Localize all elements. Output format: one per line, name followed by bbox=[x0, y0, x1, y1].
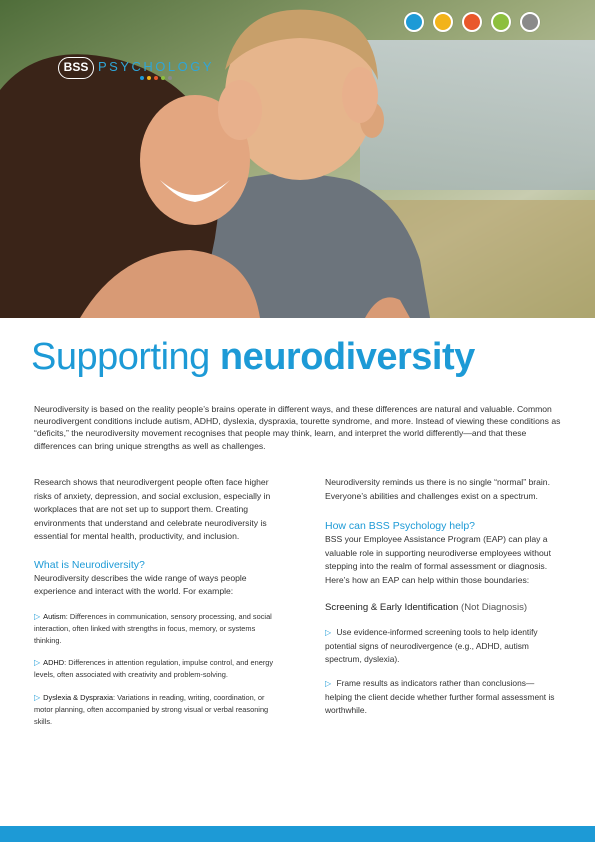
example-term: Dyslexia & Dyspraxia bbox=[43, 692, 113, 702]
logo-dot bbox=[147, 76, 151, 80]
screening-point-text: Use evidence-informed screening tools to help identify potential signs of neurodivergence (e.g., ADHD, autism spectrum, dyslexia). bbox=[325, 627, 538, 664]
footer-bar bbox=[0, 826, 595, 842]
page-title-bold: neurodiversity bbox=[219, 336, 475, 378]
hero-photo-illustration bbox=[0, 0, 595, 318]
example-term: ADHD bbox=[43, 658, 65, 668]
logo-dot bbox=[154, 76, 158, 80]
left-column bbox=[34, 476, 284, 728]
example-text: : Variations in reading, writing, coordination, or motor planning, often accompanied by strong visual or verbal reasoning skills. bbox=[34, 692, 269, 726]
logo-dot bbox=[140, 76, 144, 80]
how-can-bss-help-heading: How can BSS Psychology help? bbox=[325, 520, 475, 532]
triangle-bullet-icon: ▷ bbox=[325, 628, 332, 637]
screening-point bbox=[325, 626, 557, 665]
reminder-paragraph: Neurodiversity reminds us there is no single “normal” brain. Everyone’s abilities and challenges exist on a spectrum. bbox=[325, 477, 550, 501]
bss-psychology-logo bbox=[58, 57, 215, 81]
example-term: Autism bbox=[43, 611, 66, 621]
brand-dot-grey bbox=[520, 12, 540, 32]
brand-dot-yellow bbox=[433, 12, 453, 32]
brand-color-dots bbox=[404, 12, 540, 32]
triangle-bullet-icon: ▷ bbox=[34, 611, 41, 621]
example-dyslexia-dyspraxia bbox=[34, 692, 284, 729]
logo-dot bbox=[168, 76, 172, 80]
hero-photo bbox=[0, 0, 595, 318]
screening-point-text: Frame results as indicators rather than conclusions—helping the client decide whether further formal assessment is worthwhile. bbox=[325, 678, 555, 715]
example-text: : Differences in attention regulation, impulse control, and energy levels, often associated with creativity and problem-solving. bbox=[34, 658, 274, 680]
page-title-light: Supporting bbox=[31, 336, 220, 378]
example-adhd bbox=[34, 657, 284, 681]
triangle-bullet-icon: ▷ bbox=[34, 658, 41, 668]
triangle-bullet-icon: ▷ bbox=[325, 679, 332, 689]
example-text: : Differences in communication, sensory processing, and social interaction, often linked with strengths in focus, memory, or systems thinking. bbox=[34, 611, 272, 645]
logo-badge: BSS bbox=[58, 57, 94, 79]
brand-dot-green bbox=[491, 12, 511, 32]
intro-paragraph: Neurodiversity is based on the reality people’s brains operate in different ways, and these differences are natural and valuable. Common neurodivergent conditions include autism, ADHD, dyslexia, dyspraxia, tourette syndrome, and more. Instead of viewing these conditions as “deficits,” the neurodiversity movement recognises that people may think, learn, and interpret the world differently—and that these differences can bring unique strengths as well as challenges. bbox=[34, 404, 561, 451]
screening-point bbox=[325, 677, 557, 716]
right-column bbox=[325, 476, 557, 717]
logo-dots bbox=[140, 76, 172, 80]
brand-dot-orange bbox=[462, 12, 482, 32]
screening-heading bbox=[325, 601, 557, 614]
triangle-bullet-icon: ▷ bbox=[34, 692, 41, 702]
how-can-bss-help-text: BSS your Employee Assistance Program (EAP) can play a valuable role in supporting neurodiverse employees without stepping into the realm of formal assessment or diagnosis. Here’s how an EAP can help within those boundaries: bbox=[325, 534, 551, 585]
screening-heading-note: (Not Diagnosis) bbox=[458, 602, 528, 613]
example-autism bbox=[34, 611, 284, 648]
screening-heading-main: Screening & Early Identification bbox=[325, 602, 459, 613]
what-is-neurodiversity-heading: What is Neurodiversity? bbox=[34, 558, 145, 571]
page-title bbox=[31, 336, 475, 379]
logo-dot bbox=[161, 76, 165, 80]
brand-dot-blue bbox=[404, 12, 424, 32]
what-is-neurodiversity-text: Neurodiversity describes the wide range of ways people experience and interact with the world. For example: bbox=[34, 572, 247, 596]
research-paragraph: Research shows that neurodivergent people often face higher risks of anxiety, depression, and social exclusion, especially in workplaces that are not set up to support them. Creating environments that understand and celebrate neurodiversity is essential for mental health, productivity, and inclusion. bbox=[34, 477, 271, 541]
logo-wordmark: PSYCHOLOGY bbox=[98, 59, 215, 74]
